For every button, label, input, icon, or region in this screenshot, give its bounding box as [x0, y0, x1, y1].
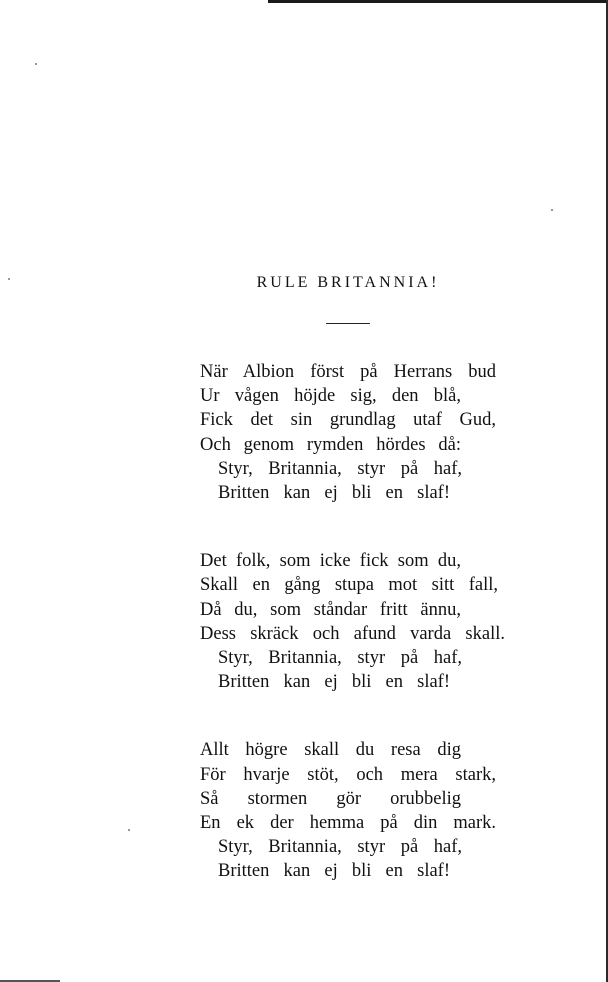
verse-line: Då du, som ståndar fritt ännu, — [200, 599, 461, 620]
scan-speck — [128, 829, 130, 831]
refrain-line: Britten kan ej bli en slaf! — [218, 861, 450, 882]
title-divider — [326, 323, 370, 324]
verse-line: Och genom rymden hördes då: — [200, 434, 461, 455]
poem-body — [200, 360, 520, 928]
refrain-line: Styr, Britannia, styr på haf, — [218, 837, 462, 858]
refrain-line: Britten kan ej bli en slaf! — [218, 672, 450, 693]
verse-line: Allt högre skall du resa dig — [200, 740, 461, 761]
verse-line: Skall en gång stupa mot sitt fall, — [200, 575, 498, 596]
poem-title: RULE BRITANNIA! — [256, 274, 440, 291]
verse-line: För hvarje stöt, och mera stark, — [200, 764, 496, 785]
stanza-1 — [200, 360, 520, 505]
scan-speck — [8, 278, 10, 280]
scan-speck — [35, 63, 37, 65]
verse-line: Dess skräck och afund varda skall. — [200, 623, 505, 644]
verse-line: När Albion först på Herrans bud — [200, 362, 496, 382]
verse-line: Ur vågen höjde sig, den blå, — [200, 386, 461, 407]
verse-line: Det folk, som icke fick som du, — [200, 551, 461, 572]
refrain-line: Styr, Britannia, styr på haf, — [218, 648, 462, 669]
verse-line: En ek der hemma på din mark. — [200, 813, 496, 834]
verse-line: Så stormen gör orubbelig — [200, 788, 461, 809]
stanza-3 — [200, 738, 520, 883]
refrain-line: Britten kan ej bli en slaf! — [218, 483, 450, 504]
top-page-edge-rule — [268, 0, 608, 3]
stanza-2 — [200, 549, 520, 694]
scan-speck — [551, 209, 553, 211]
verse-line: Fick det sin grundlag utaf Gud, — [200, 410, 496, 431]
refrain-line: Styr, Britannia, styr på haf, — [218, 458, 462, 479]
